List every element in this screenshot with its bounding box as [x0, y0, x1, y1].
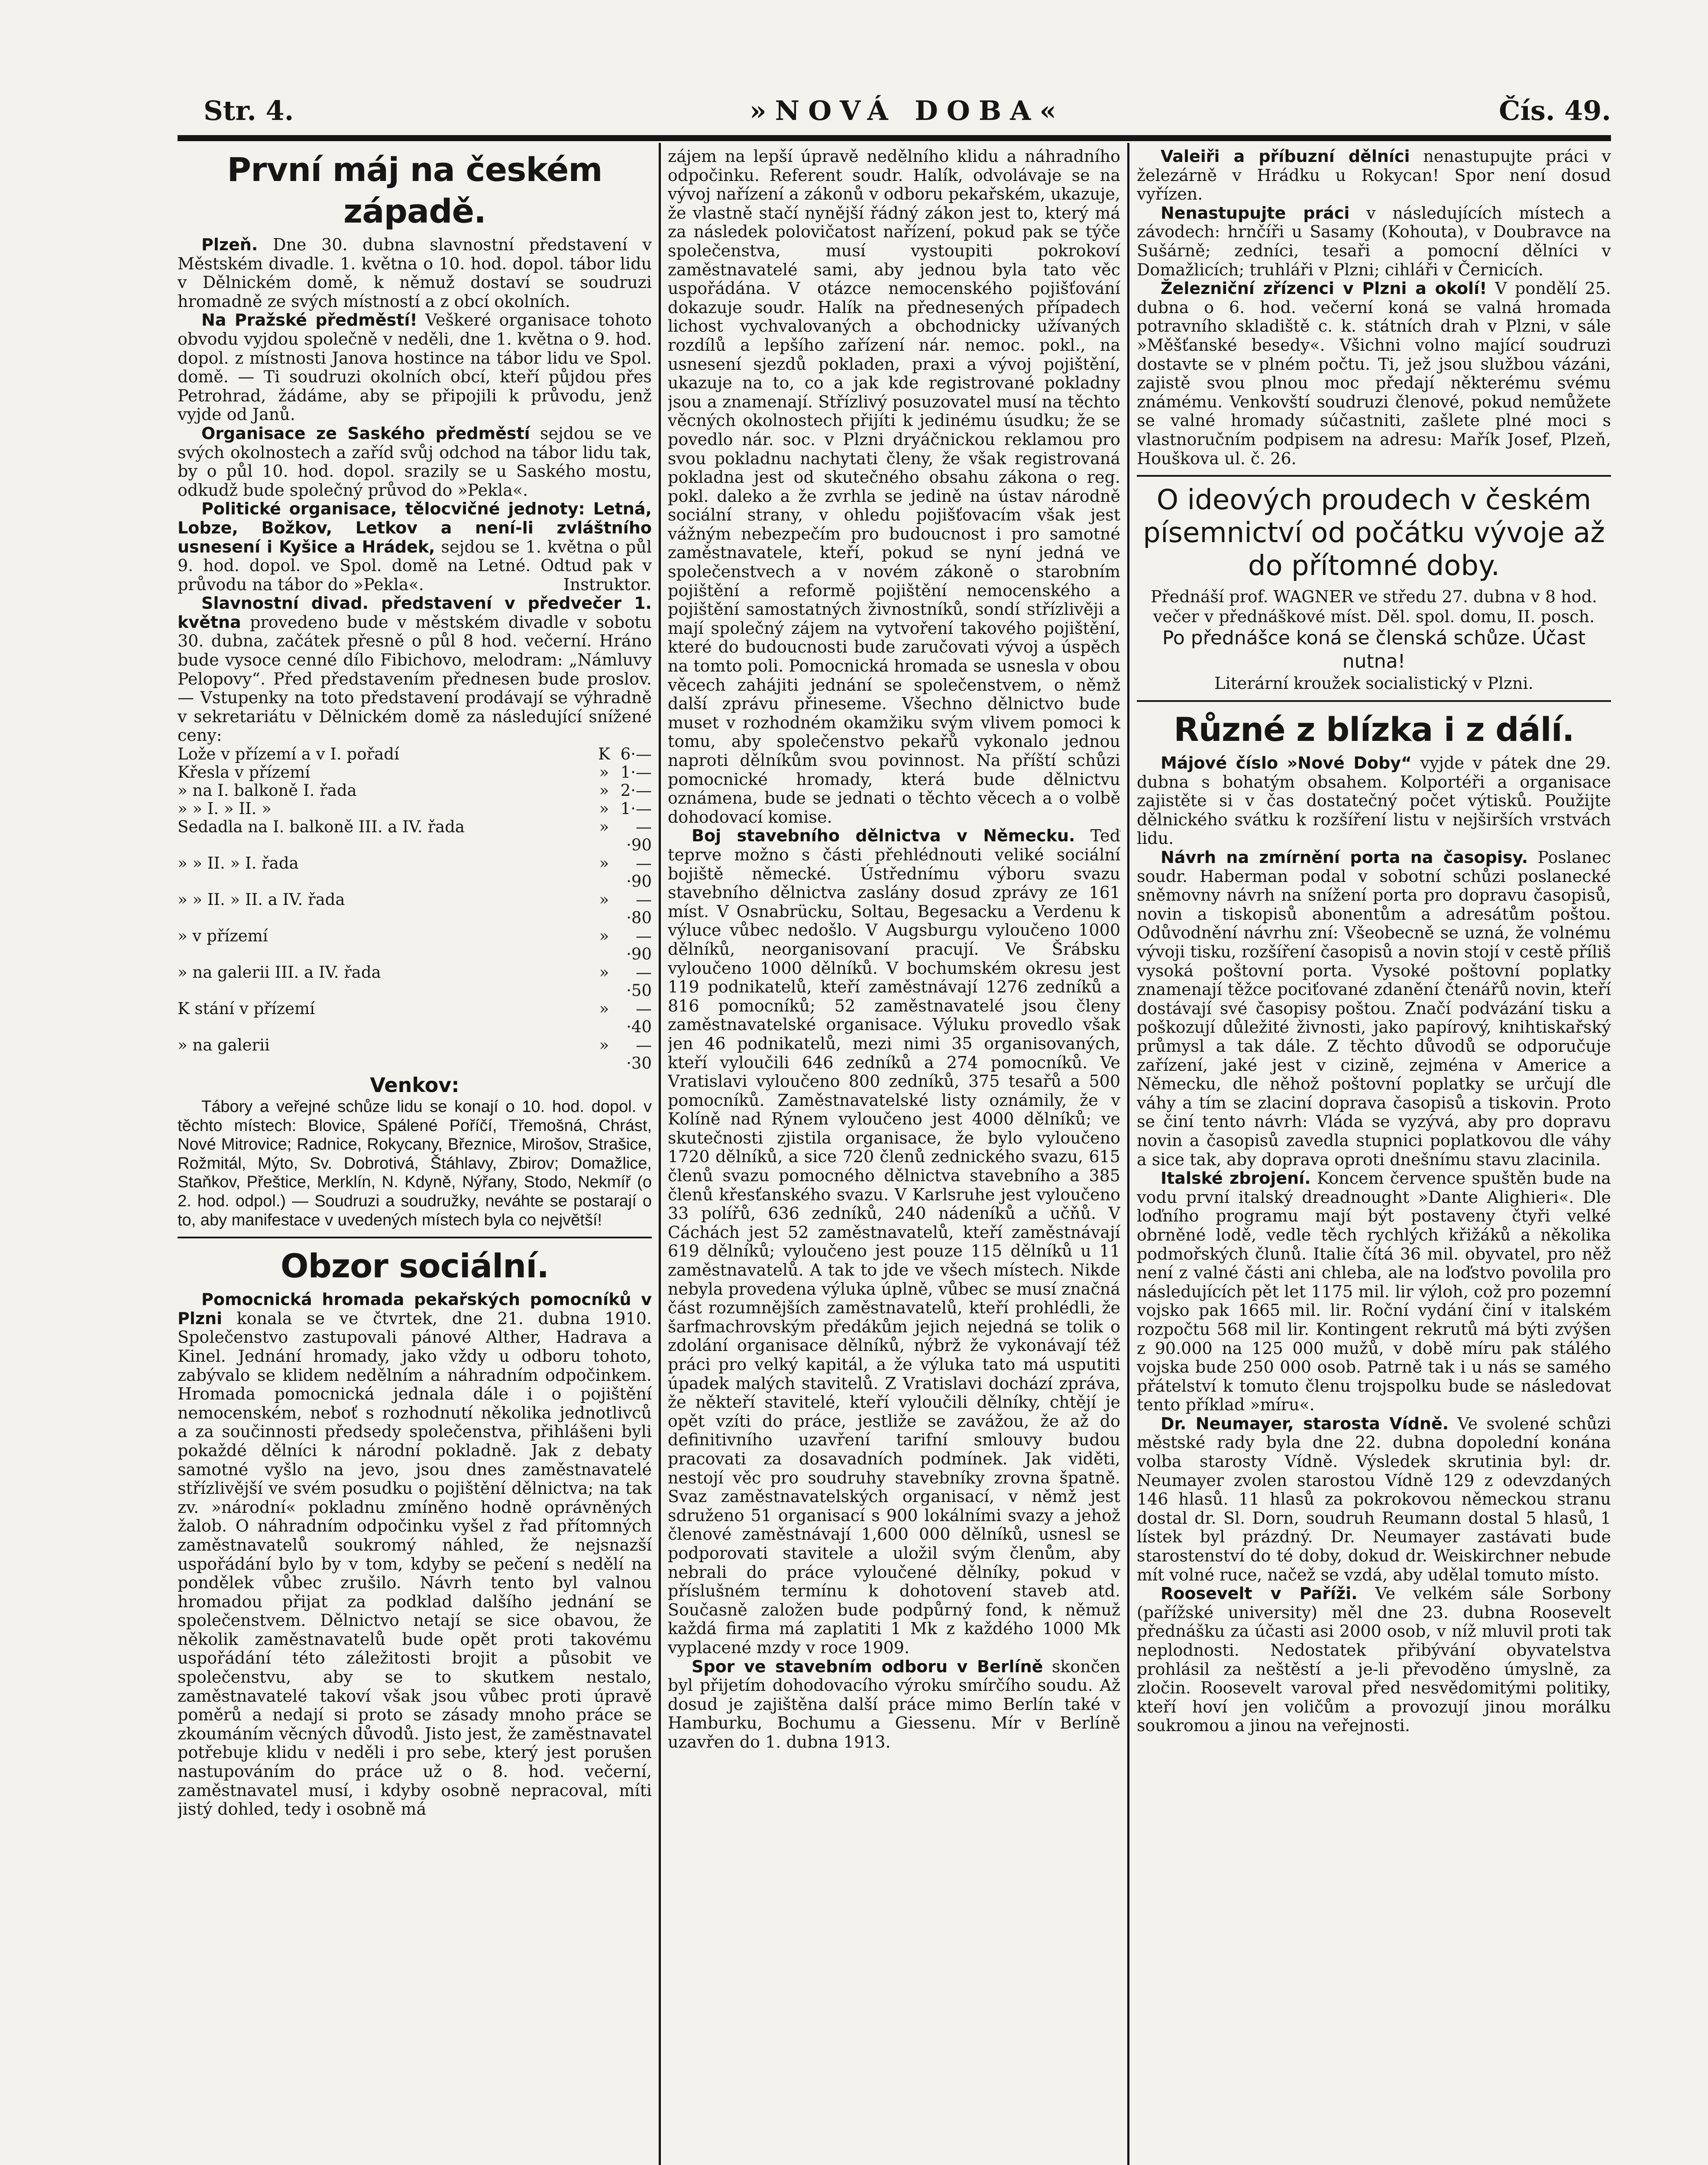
paragraph-text: Koncem července spuštěn bude na vodu první italský dreadnought »Dante Alighieri«. Dle loďního programu mají být postaveny čtyři velké obrněné lodě, vedle těch rychlých křižáků a několika podmořských člunů. Italie čítá 36 mil. obyvatel, pro něž není z valné části ani chleba, ale na loďstvo povolila pro následujících pět let 1175 mil. lir výloh, což pro pozemní vojsko pak 1665 mil. lir. Roční vydání činí v italském rozpočtu 568 mil lir. Kontingent rekrutů má býti zvýšen z 90.000 na 125 000 mužů, v době míru pak stálého vojska bude 250 000 osob. Patrně tak i u nás se samého přátelství k tomuto členu trojspolku bude se následovat tento příklad »míru«. — [1137, 1169, 1611, 1415]
paragraph-slavnostni — [178, 594, 652, 745]
paragraph-text: Ve velkém sále Sorbony (pařížské university) měl dne 23. dubna Roosevelt přednášku za účasti asi 2000 osob, v níž mluvil proti tak neplodnosti. Nedostatek přibývání obyvatelstva prohlásil za neštěstí a je-li převoděno úmyslně, za zločin. Roosevelt varoval před nesvědomitými politiky, kteří hoví jen voličům a provozují jinou morálku soukromou a jinou na veřejnosti. — [1137, 1584, 1611, 1735]
paragraph-text: sejdou se ve svých okolnostech a zaříd svůj odchod na tábor lidu tak, by o půl 10. hod. dopol. srazily se u Saského mostu, odkudž bude společný průvod do »Pekla«. — [178, 423, 652, 500]
paragraph-lead: Návrh na zmírnění porta na časopisy. — [1161, 848, 1528, 867]
header-rule — [178, 135, 1611, 141]
price-value: —·50 — [626, 963, 652, 1000]
paragraph-text: nenastupujte práci v železárně v Hrádku u Rokycan! Spor není dosud vyřízen. — [1137, 147, 1611, 204]
price-value: —·90 — [626, 818, 652, 855]
column-3 — [1137, 147, 1611, 2165]
lecture-line-3: Po přednášce koná se členská schůze. Účast nutna! — [1162, 627, 1586, 673]
paragraph-lead: Na Pražské předměstí! — [201, 310, 417, 330]
price-label: Lože v přízemí a v I. pořadí — [178, 745, 399, 764]
page-header — [204, 91, 1611, 131]
paragraph-lead: Májové číslo »Nové Doby“ — [1161, 753, 1412, 773]
paragraph-lead: Dr. Neumayer, starosta Vídně. — [1161, 1414, 1449, 1433]
price-value: 1·— — [620, 763, 652, 782]
paragraph-lead: Železniční zřízenci v Plzni a okolí! — [1161, 279, 1487, 298]
price-value: —·40 — [626, 999, 652, 1037]
venkov-heading: Venkov: — [370, 1073, 459, 1097]
paragraph-lead: Spor ve stavebním odboru v Berlíně — [692, 1657, 1043, 1676]
price-label: » na I. balkoně I. řada — [178, 781, 357, 800]
price-label: Křesla v přízemí — [178, 763, 311, 782]
price-row — [178, 1036, 652, 1073]
paragraph-text: Veškeré organisace tohoto obvodu vyjdou společně v neděli, dne 1. května o 9. hod. dopol. z místnosti Janova hostince na tábor lidu ve Spol. domě. — Ti soudruzi okolních obcí, kteří půjdou přes Petrohrad, žádáme, aby se připojili k průvodu, jenž vyjde od Janů. — [178, 310, 652, 424]
paragraph-venkov: Tábory a veřejné schůze lidu se konají o 10. hod. dopol. v těchto místech: Blovice, Spálené Poříčí, Třemošná, Chrást, Nové Mitrovice; Radnice, Rokycany, Březnice, Mirošov, Strašice, Rožmitál, Mýto, Sv. Dobrotivá, Štáhlavy, Zbirov; Domažlice, Staňkov, Přeštice, Merklín, N. Kdyně, Nýřany, Stodo, Nekmíř (o 2. hod. odpol.) — Soudruzi a soudružky, neváhte se postarají o to, aby manifestace v uvedených místech byla co největší! — [178, 1098, 652, 1229]
price-label: » » II. » II. a IV. řada — [178, 890, 345, 909]
column-divider-2 — [1127, 143, 1129, 2165]
price-currency: » — [599, 799, 609, 818]
price-currency: » — [599, 963, 609, 982]
paragraph-roosevelt — [1137, 1584, 1611, 1735]
paragraph-lead: Valeiři a příbuzní dělníci — [1161, 147, 1410, 166]
paragraph-text: v následujících místech a závodech: hrnčíři u Sasamy (Kohouta), v Doubravce na Sušárně; zedníci, tesaři a pomocní dělníci v Domažlicích; truhláři v Plzni; cihláři v Černicích. — [1137, 203, 1611, 279]
price-value: 1·— — [620, 799, 652, 818]
paragraph-italske-zbrojeni — [1137, 1169, 1611, 1415]
paragraph-lead: Boj stavebního dělnictva v Německu. — [692, 826, 1075, 846]
price-currency: » — [599, 999, 609, 1018]
paragraph-zeleznicni — [1137, 279, 1611, 468]
paragraph-text: skončen byl přijetím dohodovacího výroku smírčího soudu. Až dosud je zajištěna další práce mimo Berlín také v Hamburku, Bochumu a Giessenu. Mír v Berlíně uzavřen do 1. dubna 1913. — [668, 1657, 1120, 1751]
lecture-line-4: Literární kroužek socialistický v Plzni. — [1214, 674, 1533, 693]
lecture-line-2: večer v přednáškové míst. Děl. spol. domu, II. posch. — [1153, 607, 1595, 627]
section-rule — [1137, 700, 1611, 702]
column-divider-1 — [659, 143, 661, 2165]
page-number: Str. 4. — [204, 95, 294, 126]
paragraph-politicke — [178, 500, 652, 594]
price-currency: » — [599, 854, 609, 873]
paragraph-text: Teď teprve možno s části přehlédnouti veliké sociální bojiště německé. Ústřednímu výboru svazu stavebního dělnictva zaslány dosud zprávy ze 161 míst. V Osnabrücku, Soltau, Begesacku a Verdenu k výluce vůbec nedošlo. V Augsburgu vyloučeno 1000 dělníků, neorganisovaní pracují. Ve Šrábsku vyloučeno 1000 dělníků. V bochumském okresu jest 119 podnikatelů, kteří zaměstnávají 1276 zedníků a 816 pomocníků; 52 zaměstnavatelé jsou členy zaměstnavatelské organisace. Výluku provedlo však jen 46 podnikatelů, mezi nimi 35 organisovaných, kteří vyloučili 646 zedníků a 274 pomocníků. Ve Vratislavi vyloučeno 800 zedníků, 375 tesařů a 500 pomocníků. Zaměstnavatelské listy oznámily, že v Kolíně nad Rýnem vyloučeno jest 4000 dělníků; ve skutečnosti zjistila organisace, že bylo vyloučeno 1720 dělníků, a sice 720 členů zednického svazu, 615 členů svazu pomocného dělnictva stavebního a 385 členů křesťanského svazu. V Karlsruhe jest vyloučeno 33 polířů, 636 zedníků, 240 nádeníků a učňů. V Cáchách jest 52 zaměstnavatelů, kteří zaměstnávají 619 dělníků; vyloučeno jest pouze 115 dělníků u 11 zaměstnavatelů. A tak to jde ve všech místech. Nikde nebyla provedena výluka úplně, vůbec se musí značná část rozumnějších zaměstnavatelů, kteří prohlédli, že šarfmachrovským předákům jejich nejedná se tolik o zdolání organisace dělníků, nýbrž že vykonávají též práci pro velký kapitál, a že výluka tato má usputiti úpadek malých stavitelů. Z Vratislavi dochází zpráva, že někteří stavitelé, kteří vyloučili dělníky, chtějí je opět vzíti do práce, jestliže se zavážou, že až do definitivního uzavření tarifní smlouvy budou pracovati za dosavadních podmínek. Jak viděti, nestojí věc pro soudruhy stavebníky zrovna špatně. Svaz zaměstnavatelských organisací, v němž jest sdruženo 51 organisací s 900 lokálními svazy a jehož členové zaměstnávají 1,600 000 dělníků, usnesl se podporovati stavitele a uložil svým členům, aby nebrali do práce vyloučené dělníky, pokud v příslušném termínu k dohotovení staveb atd. Současně založen bude podpůrný fond, k němuž každá firma má zaplatiti 1 Mk z každého 1000 Mk vyplacené mzdy v roce 1909. — [668, 826, 1120, 1657]
paragraph-lead: Slavnostní divad. představení v předvečer 1. května — [178, 594, 652, 632]
price-currency: » — [599, 818, 609, 837]
paragraph-nenastupujte — [1137, 204, 1611, 279]
section-rule — [178, 1237, 652, 1238]
section-rule — [1137, 475, 1611, 477]
price-value: —·80 — [626, 890, 652, 927]
price-label: » » II. » I. řada — [178, 854, 299, 873]
price-row — [178, 927, 652, 963]
price-currency: K — [598, 745, 610, 764]
masthead: »NOVÁ DOBA« — [749, 95, 1065, 126]
price-currency: » — [599, 1036, 609, 1055]
paragraph-continuation: zájem na lepší úpravě nedělního klidu a náhradního odpočinku. Referent soudr. Halík, odvolávaje se na vývoj nařízení a zákonů v odboru pekařském, ukazuje, že vlastně stačí nynější řádný zákon jest to, který má za následek polovičatost nařízení, pokud pak se týče společenstva, musí vystoupiti pokrokoví zaměstnavatelé sami, aby jednou byla tato věc uspořádána. V otázce nemocenského pojišťování dokazuje soudr. Halík na přednesených případech lichost vychvalovaných a obchodnicky užívaných rozdílů a lepšího zařízení nár. nemoc. pokl., na usnesení sjezdů pokladen, praxi a vývoj pojištění, ukazuje na to, co a jak kde registrované pokladny jsou a znamenají. Střízlivý posuzovatel musí na těchto věcných okolnostech přijíti k jedinému úsudku; že se povedlo nár. soc. v Plzni dryáčnickou reklamou pro svou pokladnu nachytati členy, že však registrovaná pokladna jest od skutečného obsahu zákona o reg. pokl. daleko a že zvrhla se jedině na ústav národně sociální strany, v ohledu pojišťovacím však jest vážným nebezpečím pro budoucnost i pro samotné zaměstnavatele, kteří, pokud se nyní jedná ve společenstvech a v novém zákoně o starobním pojištění a reformě pojištění nemocenského a pojištění samostatných živnostníků, sondí střízlivěji a mají společný zájem na vytvoření takového pojištění, které do budoucnosti bude zaručovati vývoj a úspěch na tomto poli. Pomocnická hromada se usnesla v obou věcech zahájiti jednání se společenstvem, o němž další zprávu přineseme. Všechno dělnictvo bude muset v rozhodném okamžiku svým vlivem pomoci k tomu, aby společenstvo pekařů vykonalo jednou naproti dělníkům svou povinnost. Na příští schůzi pomocnické hromady, která bude dělnictvu oznámena, bude se jednati o těchto věcech a o volbě dohodovací komise. — [668, 147, 1120, 827]
price-label: K stání v přízemí — [178, 999, 315, 1018]
paragraph-text: Dne 30. dubna slavnostní představení v Městském divadle. 1. května o 10. hod. dopol. tábor lidu v Dělnickém domě, k němuž dostaví se soudruzi hromadně ze svých místností a z obcí okolních. — [178, 235, 652, 311]
paragraph-text: konala se ve čtvrtek, dne 21. dubna 1910. Společenstvo zastupovali pánové Alther, Hadrava a Kinel. Jednání hromady, jako vždy u odboru tohoto, zabývalo se klidem nedělním a náhradním odpočinkem. Hromada pomocnická jednala dále i o pojištění nemocenském, neboť s rozhodnutí několika jednotlivců a za součinnosti předsedy společenstva, přihlášeni byli pokaždé dělníci k národní pokladně. Jak z debaty samotné vyšlo na jevo, jsou dnes zaměstnavatelé střízlivější ve svém posudku o pojištění dělnictva; na tak zv. »národní« pokladnu zmíněno hodně oprávněných žalob. O náhradním odpočinku vyšel z řad přítomných zaměstnavatelů soukromý náhled, že nejsnazší uspořádání bylo by v tom, kdyby se pečení s nedělí na pondělek vůbec zrušilo. Návrh tento byl valnou hromadou přijat za podklad dalšího jednání se společenstvem. Dělnictvo netají se sice obavou, že několik zaměstnavatelů bude opět proti takovému uspořádání této záležitosti brojit a působit ve společenstvu, aby se to skutkem nestalo, zaměstnavatelé takoví však jsou vůbec proti úpravě poměrů a nedají si proto se zásady mnoho práce se zkoumáním věcných důvodů. Jisto jest, že zaměstnavatel potřebuje klidu v neděli i pro sebe, který jest porušen nastupováním do práce už o 8. hod. večerní, zaměstnavatel musí, i kdyby osobně nepracoval, míti jistý dohled, tedy i osobně má — [178, 1309, 652, 1819]
price-row — [178, 763, 652, 782]
price-row — [178, 963, 652, 1000]
paragraph-majove-cislo — [1137, 754, 1611, 848]
paragraph-lead: Italské zbrojení. — [1161, 1169, 1311, 1188]
paragraph-navrh-porto — [1137, 848, 1611, 1169]
paragraph-text: Poslanec soudr. Haberman podal v sobotní schůzi poslanecké sněmovny návrh na snížení porta pro dopravu časopisů, novin a tiskopisů abonentům a adresátům poštou. Odůvodnění návrhu zní: Všeobecně se uzná, že volnému vývoji tisku, rozšíření časopisů a novin stojí v cestě příliš vysoká poštovní porta. Vysoké poštovní poplatky znamenají těžce pociťované zdanění čtenářů novin, kteří dostávají své časopisy poštou. Značí podvázání tisku a poškozují důležité živnosti, jako papírový, knihtiskařský průmysl a tak dále. Z těchto důvodů se odporučuje zařízení, jaké jest v cizině, zejména v Americe a Německu, dle něhož poštovní poplatky se určují dle váhy a tím se zlaciní doprava časopisů a tiskovin. Proto se činí tento návrh: Vláda se vyzývá, aby pro dopravu novin a časopisů zavedla stupnici poplatkovou dle váhy a sice tak, aby doprava oproti dnešnímu stavu zlacinila. — [1137, 848, 1611, 1169]
paragraph-lead: Nenastupujte práci — [1161, 203, 1350, 223]
price-label: » » I. » II. » — [178, 799, 272, 818]
price-currency: » — [599, 781, 609, 800]
price-value: —·90 — [626, 927, 652, 964]
price-value: 6·— — [620, 745, 652, 764]
paragraph-lead: Politické organisace, tělocvičné jednoty: Letná, Lobze, Božkov, Letkov a není-li zvláštního usnesení i Kyšice a Hrádek, — [178, 499, 652, 556]
column-1 — [178, 147, 652, 2165]
paragraph-lead: Organisace ze Saského předměstí — [201, 423, 530, 443]
section-title-ruzne: Různé z blízka i z dálí. — [1174, 710, 1574, 749]
price-label: » v přízemí — [178, 927, 268, 946]
paragraph-neumayer — [1137, 1415, 1611, 1584]
paragraph-text: sejdou se 1. května o půl 9. hod. dopol. ve Spol. domě na Letné. Odtud pak v průvodu na tábor do »Pekla«. — [178, 537, 652, 594]
paragraph-text: Ve svolené schůzi městské rady byla dne 22. dubna dopolední konána volba starosty Vídně. Výsledek skrutinia byl: dr. Neumayer zvolen starostou Vídně 129 z odevzdaných 146 hlasů. 11 hlasů za pokrokovou německou stranu dostal dr. Sl. Dorn, soudruh Reumann dostal 5 hlasů, 1 lístek byl prázdný. Dr. Neumayer zastávati bude starostenství do té doby, dokud dr. Weiskirchner nebude mít volné ruce, načež se vzdá, aby udělal tomuto místo. — [1137, 1414, 1611, 1584]
price-row — [178, 800, 652, 818]
price-label: Sedadla na I. balkoně III. a IV. řada — [178, 818, 465, 837]
ticket-price-table — [178, 745, 652, 1073]
paragraph-prazske — [178, 311, 652, 424]
paragraph-lead: Plzeň. — [201, 235, 258, 254]
paragraph-valeiri — [1137, 147, 1611, 204]
price-row — [178, 782, 652, 800]
price-row — [178, 745, 652, 763]
lecture-title: O ideových proudech v českém písemnictví od počátku vývoje až do přítomné doby. — [1143, 484, 1605, 582]
price-row — [178, 818, 652, 854]
paragraph-pekarska-hromada — [178, 1290, 652, 1819]
price-currency: » — [599, 927, 609, 946]
paragraph-text: vyjde v pátek dne 29. dubna s bohatým obsahem. Kolportéři a organisace zajistěte si v čas dostatečný počet výtisků. Použijte dělnického svátku k rozšíření listu v nejširších vrstvách lidu. — [1137, 753, 1611, 848]
price-row — [178, 854, 652, 891]
price-row — [178, 1000, 652, 1036]
price-label: » na galerii III. a IV. řada — [178, 963, 381, 982]
paragraph-text: provedeno bude v městském divadle v sobotu 30. dubna, začátek přesně o půl 8 hod. večerní. Hráno bude vysoce cenné dílo Fibichovo, melodram: „Námluvy Pelopovy“. Před představením přednesen bude proslov. — Vstupenky na toto představení prodávají se výhradně v sekretariátu v Dělnickém domě za následující snížené ceny: — [178, 612, 652, 745]
price-value: —·30 — [626, 1036, 652, 1073]
price-label: » na galerii — [178, 1036, 270, 1055]
paragraph-boj — [668, 827, 1120, 1657]
price-row — [178, 891, 652, 927]
paragraph-spor — [668, 1658, 1120, 1752]
price-value: —·90 — [626, 854, 652, 891]
price-currency: » — [599, 890, 609, 909]
column-2 — [668, 147, 1120, 2165]
lecture-line-1: Přednáší prof. WAGNER ve středu 27. dubna v 8 hod. — [1150, 587, 1598, 607]
paragraph-plzen — [178, 236, 652, 311]
paragraph-lead: Pomocnická hromada pekařských pomocníků v Plzni — [178, 1290, 652, 1328]
paragraph-lead: Roosevelt v Paříži. — [1161, 1584, 1358, 1603]
issue-number: Čís. 49. — [1499, 95, 1611, 126]
signature: Instruktor. — [563, 575, 652, 594]
article-title-prvni-maj: První máj na českém západě. — [227, 150, 602, 230]
price-value: 2·— — [620, 781, 652, 800]
section-title-obzor: Obzor sociální. — [280, 1247, 549, 1286]
paragraph-saske — [178, 424, 652, 500]
price-currency: » — [599, 763, 609, 782]
paragraph-text: V pondělí 25. dubna o 6. hod. večerní koná se valná hromada potravního skladiště c. k. státních drah v Plzni, v sále »Měšťanské besedy«. Všichni volno mající soudruzi dostavte se v plném počtu. Ti, jež jsou službou vázáni, zajistě svou plnou moc předají některému svému známému. Venkovští soudruzi členové, pokud nemůžete se valné hromady súčastniti, zašlete plné moci s vlastnoručním podpisem na adresu: Mařík Josef, Plzeň, Houškova ul. č. 26. — [1137, 279, 1611, 468]
